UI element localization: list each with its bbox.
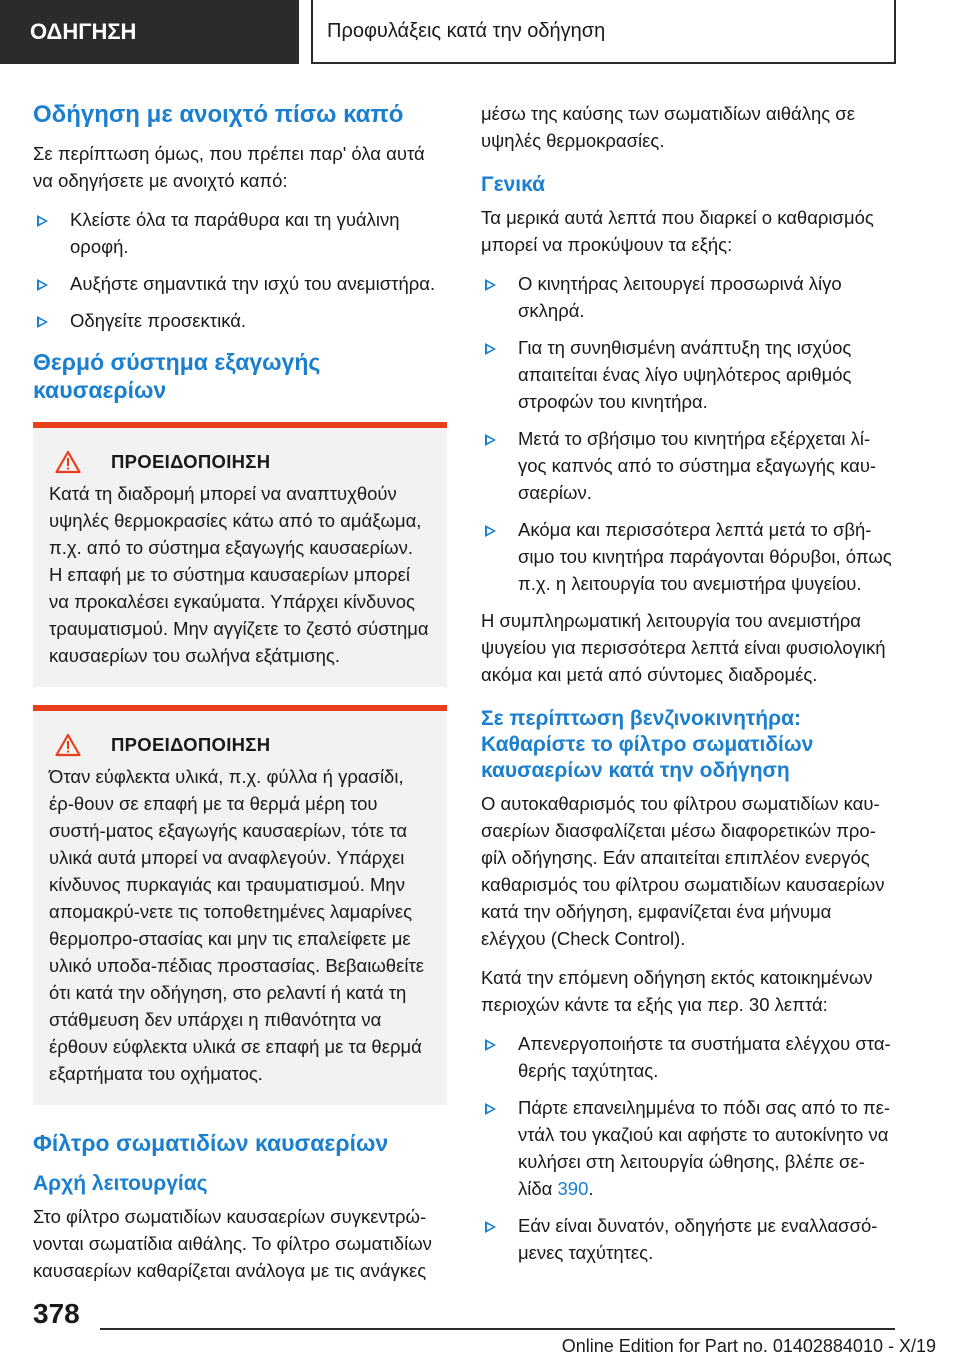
petrol-list (481, 1030, 895, 1266)
footer-edition: Online Edition for Part no. 01402884010 - X/19 (561, 1336, 936, 1356)
bullet-triangle-icon (37, 316, 48, 328)
filter-heading: Φίλτρο σωματιδίων καυσαερίων (33, 1130, 389, 1156)
bullet-triangle-icon (485, 1221, 496, 1233)
list-item: Πάρτε επανειλημμένα το πόδι σας από το πε-ντάλ του γκαζιού και αφήστε το αυτοκίνητο να κυλήσει στη λειτουργία ώθησης, βλέπε σε-λίδα 390. (481, 1094, 895, 1202)
open-roof-list (33, 206, 447, 334)
warning-label: ΠΡΟΕΙΔΟΠΟΙΗΣΗ (111, 734, 271, 755)
principle-continuation: μέσω της καύσης των σωματιδίων αιθάλης σε υψηλές θερμοκρασίες. (481, 103, 855, 151)
general-heading: Γενικά (481, 173, 546, 196)
warning-triangle-icon (55, 450, 81, 474)
exhaust-heading: Θερμό σύστημα εξαγωγής καυσαερίων (33, 349, 321, 403)
list-item: Αυξήστε σημαντικά την ισχύ του ανεμιστήρα. (33, 270, 447, 297)
list-item: Κλείστε όλα τα παράθυρα και τη γυάλινη οροφή. (33, 206, 447, 260)
bullet-triangle-icon (485, 434, 496, 446)
footer-divider (100, 1328, 895, 1330)
general-outro: Η συμπληρωματική λειτουργία του ανεμιστήρα ψυγείου για περισσότερα λεπτά είναι φυσιολογική ακόμα και μετά από σύντομες διαδρομές. (481, 610, 886, 685)
left-column (33, 100, 447, 1296)
list-item: Εάν είναι δυνατόν, οδηγήστε με εναλλασσό-μενες ταχύτητες. (481, 1212, 895, 1266)
section-tab[interactable]: ΟΔΗΓΗΣΗ (0, 0, 299, 64)
warning-box-1 (33, 422, 447, 687)
open-roof-intro: Σε περίπτωση όμως, που πρέπει παρ' όλα αυτά να οδηγήσετε με ανοιχτό καπό: (33, 143, 425, 191)
bullet-triangle-icon (485, 279, 496, 291)
page-link[interactable]: 390 (557, 1178, 589, 1199)
warning-text: Όταν εύφλεκτα υλικά, π.χ. φύλλα ή γρασίδι, έρ-θουν σε επαφή με τα θερμά μέρη του συστή-ματος εξαγωγής καυσαερίων, τότε τα υλικά αυτά μπορεί να αναφλεγούν. Υπάρχει κίνδυνος πυρκαγιάς και τραυματισμού. Μην απομακρύ-νετε τις τοποθετημένες λαμαρίνες θερμοπρο-στασίας και μην τις επαλείφετε με υλικό υποδα-πέδιας προστασίας. Βεβαιωθείτε ότι κατά την οδήγηση, στο ρελαντί ή κατά τη στάθμευση δεν υπάρχει η πιθανότητα να έρθουν εύφλεκτα υλικά σε επαφή με τα θερμά εξαρτήματα του οχήματος. (49, 766, 424, 1084)
bullet-triangle-icon (485, 525, 496, 537)
petrol-heading: Σε περίπτωση βενζινοκινητήρα: Καθαρίστε το φίλτρο σωματιδίων καυσαερίων κατά την οδήγηση (481, 707, 814, 782)
general-intro: Τα μερικά αυτά λεπτά που διαρκεί ο καθαρισμός μπορεί να προκύψουν τα εξής: (481, 207, 874, 255)
petrol-text-2: Κατά την επόμενη οδήγηση εκτός κατοικημένων περιοχών κάντε τα εξής για περ. 30 λεπτά: (481, 967, 873, 1015)
bullet-triangle-icon (485, 343, 496, 355)
right-column (481, 100, 895, 1276)
warning-label: ΠΡΟΕΙΔΟΠΟΙΗΣΗ (111, 451, 271, 472)
warning-box-2 (33, 705, 447, 1105)
list-item: Μετά το σβήσιμο του κινητήρα εξέρχεται λί-γος καπνός από το σύστημα εξαγωγής καυ-σαερίων. (481, 425, 895, 506)
list-item: Ακόμα και περισσότερα λεπτά μετά το σβή-σιμο του κινητήρα παράγονται θόρυβοι, όπως π.χ. η λειτουργία του ανεμιστήρα ψυγείου. (481, 516, 895, 597)
principle-heading: Αρχή λειτουργίας (33, 1172, 208, 1195)
open-roof-heading: Οδήγηση με ανοιχτό πίσω καπό (33, 101, 404, 128)
bullet-triangle-icon (485, 1039, 496, 1051)
list-item: Οδηγείτε προσεκτικά. (33, 307, 447, 334)
warning-triangle-icon (55, 733, 81, 757)
list-item: Για τη συνηθισμένη ανάπτυξη της ισχύος απαιτείται ένας λίγο υψηλότερος αριθμός στροφών του κινητήρα. (481, 334, 895, 415)
bullet-triangle-icon (485, 1103, 496, 1115)
page-header (0, 0, 960, 66)
page-number: 378 (33, 1298, 80, 1329)
warning-text: Κατά τη διαδρομή μπορεί να αναπτυχθούν υψηλές θερμοκρασίες κάτω από το αμάξωμα, π.χ. από το σύστημα εξαγωγής καυσαερίων. Η επαφή με το σύστημα καυσαερίων μπορεί να προκαλέσει εγκαύματα. Υπάρχει κίνδυνος τραυματισμού. Μην αγγίζετε το ζεστό σύστημα καυσαερίων του σωλήνα εξάτμισης. (49, 483, 429, 666)
chapter-title[interactable]: Προφυλάξεις κατά την οδήγηση (311, 0, 896, 64)
general-list (481, 270, 895, 597)
bullet-triangle-icon (37, 215, 48, 227)
principle-text: Στο φίλτρο σωματιδίων καυσαερίων συγκεντρώ-νονται σωματίδια αιθάλης. Το φίλτρο σωματιδίων καυσαερίων καθαρίζεται ανάλογα με τις ανάγκες (33, 1206, 432, 1281)
bullet-triangle-icon (37, 279, 48, 291)
petrol-text-1: Ο αυτοκαθαρισμός του φίλτρου σωματιδίων καυ-σαερίων διασφαλίζεται μέσω διαφορετικών προ-φίλ οδήγησης. Εάν απαιτείται επιπλέον ενεργός καθαρισμός του φίλτρου σωματιδίων καυσαερίων κατά την οδήγηση, εμφανίζεται ένα μήνυμα ελέγχου (Check Control). (481, 793, 885, 949)
list-item: Ο κινητήρας λειτουργεί προσωρινά λίγο σκληρά. (481, 270, 895, 324)
list-item: Απενεργοποιήστε τα συστήματα ελέγχου στα-θερής ταχύτητας. (481, 1030, 895, 1084)
